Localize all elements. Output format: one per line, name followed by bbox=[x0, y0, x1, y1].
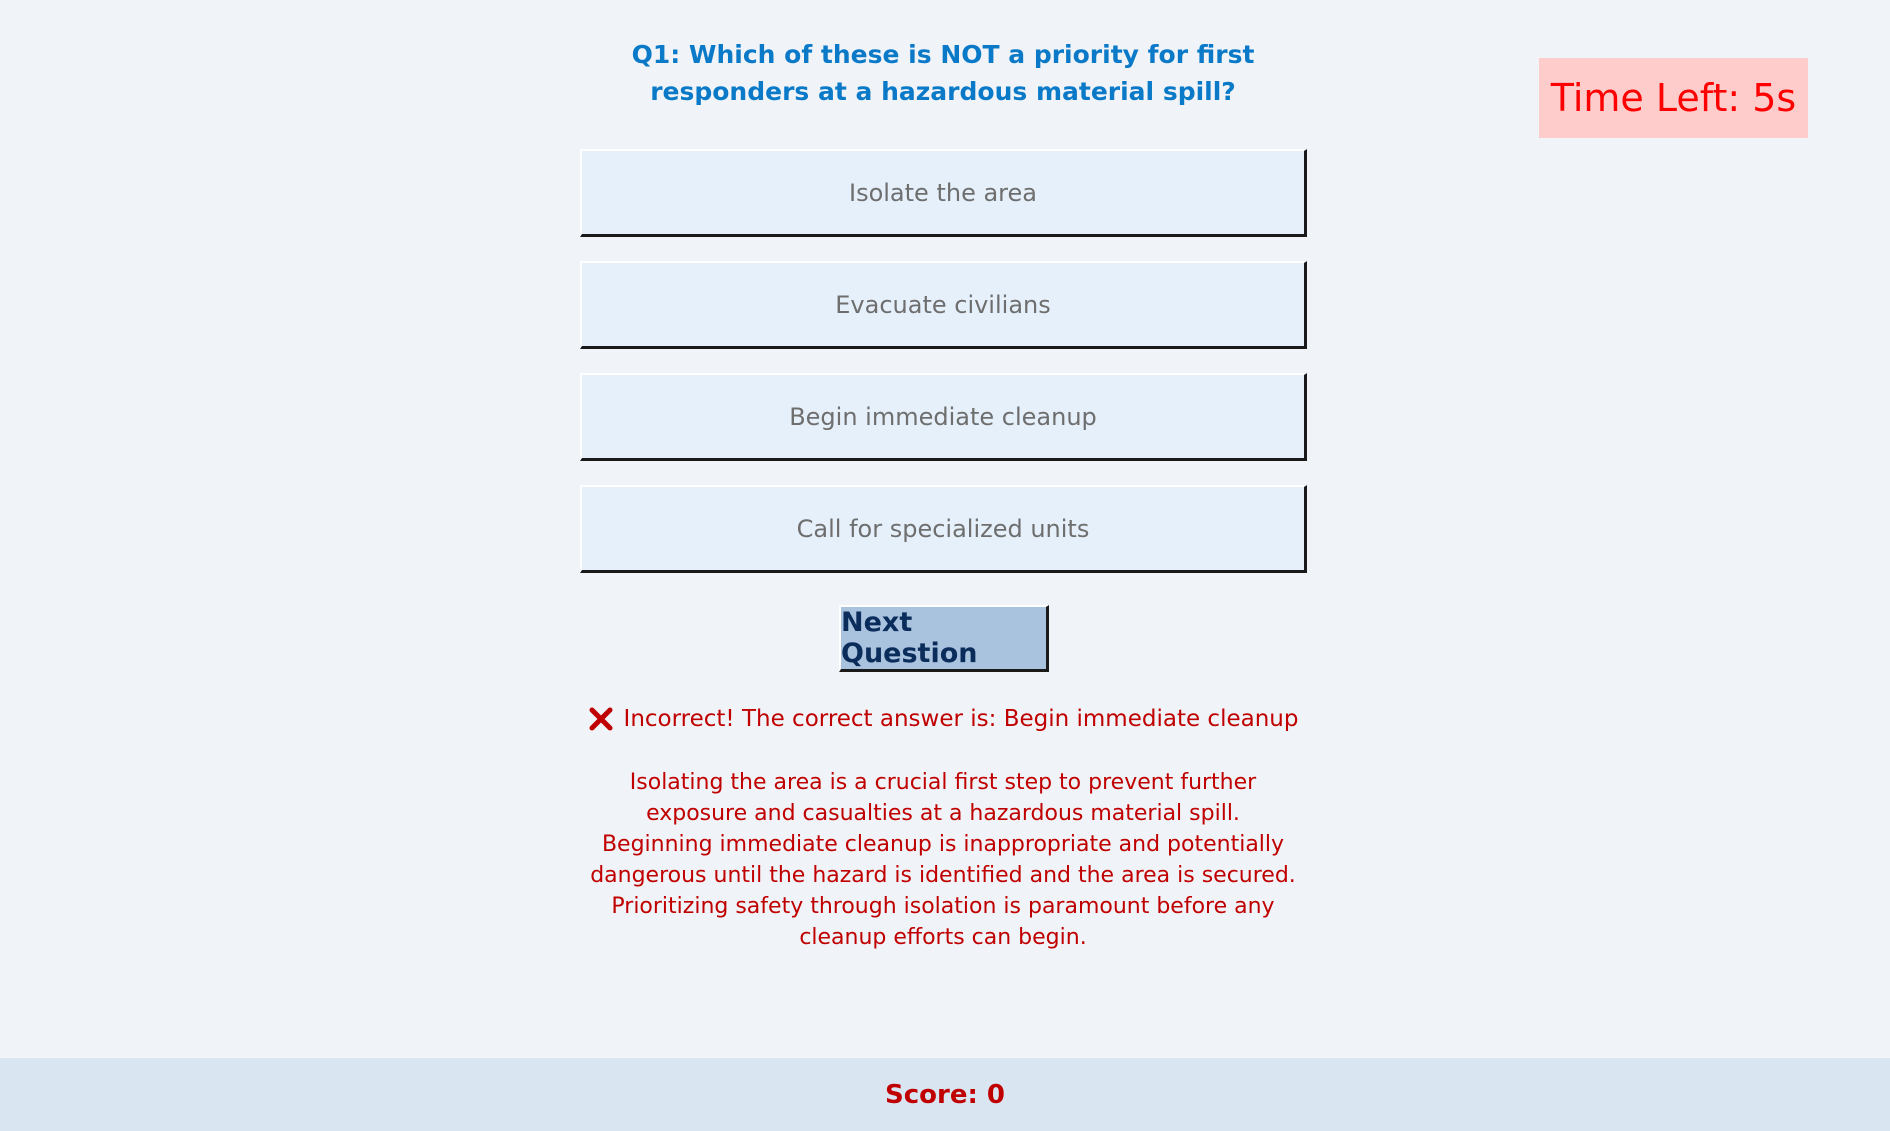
next-question-button[interactable]: Next Question bbox=[839, 605, 1049, 672]
answer-option-2[interactable]: Evacuate civilians bbox=[580, 261, 1307, 349]
time-left-display bbox=[1539, 58, 1808, 138]
question-text: Q1: Which of these is NOT a priority for first responders at a hazardous material spill? bbox=[631, 40, 1255, 106]
answer-option-1[interactable]: Isolate the area bbox=[580, 149, 1307, 237]
answer-option-3[interactable]: Begin immediate cleanup bbox=[580, 373, 1307, 461]
time-left-text: Time Left: 5s bbox=[1550, 76, 1797, 120]
answer-explanation: Isolating the area is a crucial first step to prevent further exposure and casualties at a hazardous material spill. Beginning immediate cleanup is inappropriate and potentially dangerous until the hazard is identified and the area is secured. Prioritizing safety through isolation is paramount before any cleanup efforts can begin. bbox=[590, 770, 1310, 950]
answer-option-4[interactable]: Call for specialized units bbox=[580, 485, 1307, 573]
x-mark-icon bbox=[588, 706, 614, 732]
score-text: Score: 0 bbox=[885, 1079, 1005, 1110]
score-bar bbox=[0, 1058, 1890, 1131]
feedback-message bbox=[560, 706, 1326, 732]
answer-options bbox=[580, 149, 1307, 597]
feedback-text: Incorrect! The correct answer is: Begin immediate cleanup bbox=[623, 706, 1299, 732]
